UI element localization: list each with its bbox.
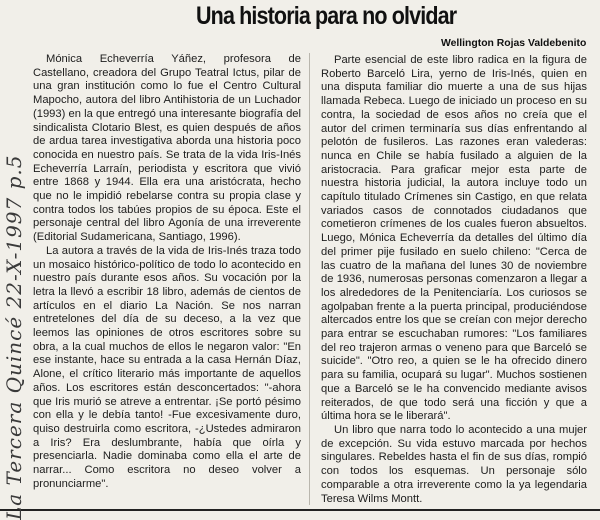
article-title: Una historia para no olvidar	[196, 2, 402, 31]
article-byline: Wellington Rojas Valdebenito	[441, 38, 600, 49]
article-column-left	[33, 53, 301, 492]
paragraph: La autora a través de la vida de Iris-Inés traza todo un mosaico histórico-político de todo lo acontecido en nuestro país durante esos años. Su vocación por la letra la llevó a escribir 18 libro, además de cientos de artículos en el diario La Nación. Se nos narran entretelones del día de su deceso, a la vez que leemos las opiniones de otros escritores sobre su obra, a la cual muchos de ellos le negaron valor: "En ese instante, hace su entrada a la casa Hernán Díaz, Alone, el crítico literario más importante de aquellos años. Los escritores están desconcertados: "-ahora que Iris murió se atreve a entrentar. ¡Se portó pésimo con ella y le debía tanto! -Fue excesivamente duro, quiso destruirla como escritora, -¿Ustedes admiraron a Iris? Era deslumbrante, había que oírla y presenciarla. Nadie dominaba como ella el arte de narrar... Como escritora no deseo volver a pronunciarme".	[33, 245, 301, 492]
paragraph: Mónica Echeverría Yáñez, profesora de Castellano, creadora del Grupo Teatral Ictus, pilar de una gran institución como lo fue el Centro Cultural Mapocho, autora del libro Antihistoria de un Luchador (1993) en la que entregó una interesante biografía del sindicalista Clotario Blest, es quien después de años de ardua tarea investigativa aborda una historia poco conocida en nuestro país. Se trata de la vida Iris-Inés Echeverría Larraín, periodista y escritora que vivió entre 1868 y 1944. Ella era una aristócrata, hecho que no le impidió rebelarse contra su propia clase y contra todos los tabúes propios de su época. Este el personaje central del libro Agonía de una irreverente (Editorial Sudamericana, Santiago, 1996).	[33, 53, 301, 245]
paragraph: Parte esencial de este libro radica en la figura de Roberto Barceló Lira, yerno de Iris-Inés, quien en una disputa familiar dio muerte a una de sus hijas llamada Rebeca. Luego de iniciado un proceso en su contra, la sociedad de esos años no creía que el autor del crimen terminaría sus días enfrentando al pelotón de fusileros. Las razones eran valederas: nunca en Chile se había fusilado a alguien de la aristocracia. Para graficar mejor esta parte de nuestra historia judicial, la autora incluye todo un capítulo titulado Crímenes sin Castigo, en que relata variados casos de connotados ciudadanos que cometieron crímenes de los cuales fueron absueltos. Luego, Mónica Echeverría da detalles del último día del primer pije fusilado en suelo chileno: "Cerca de las cuatro de la mañana del lunes 30 de noviembre de 1936, numerosas personas comenzaron a llegar a los alrededores de la Penitenciaría. Los curiosos se agolpaban frente a la puerta principal, produciéndose altercados entre los que se creían con mejor derecho para entrar se escuchaban rumores: "Los familiares del reo trajeron armas o veneno para que Barceló se suicide". "Otro reo, a quien se le ha ofrecido dinero para su familia, ocupará su lugar". Muchos sostienen que a Barceló se le ha convencido mediante avisos reiterados, de que todo será una ficción y que a última hora se le liberará".	[321, 54, 587, 424]
article-column-right	[321, 54, 587, 506]
bottom-rule	[0, 509, 600, 511]
byline-divider	[330, 37, 600, 38]
paragraph: Un libro que narra todo lo acontecido a una mujer de excepción. Su vida estuvo marcada por hechos singulares. Rebeldes hasta el fin de sus días, rompió con todos los esquemas. Un personaje sólo comparable a otra irreverente como la ya legendaria Teresa Wilms Montt.	[321, 424, 587, 506]
handwritten-source-note: La Tercera Quincé 22-X-1997 p.5	[2, 155, 26, 520]
column-gutter	[309, 53, 310, 505]
